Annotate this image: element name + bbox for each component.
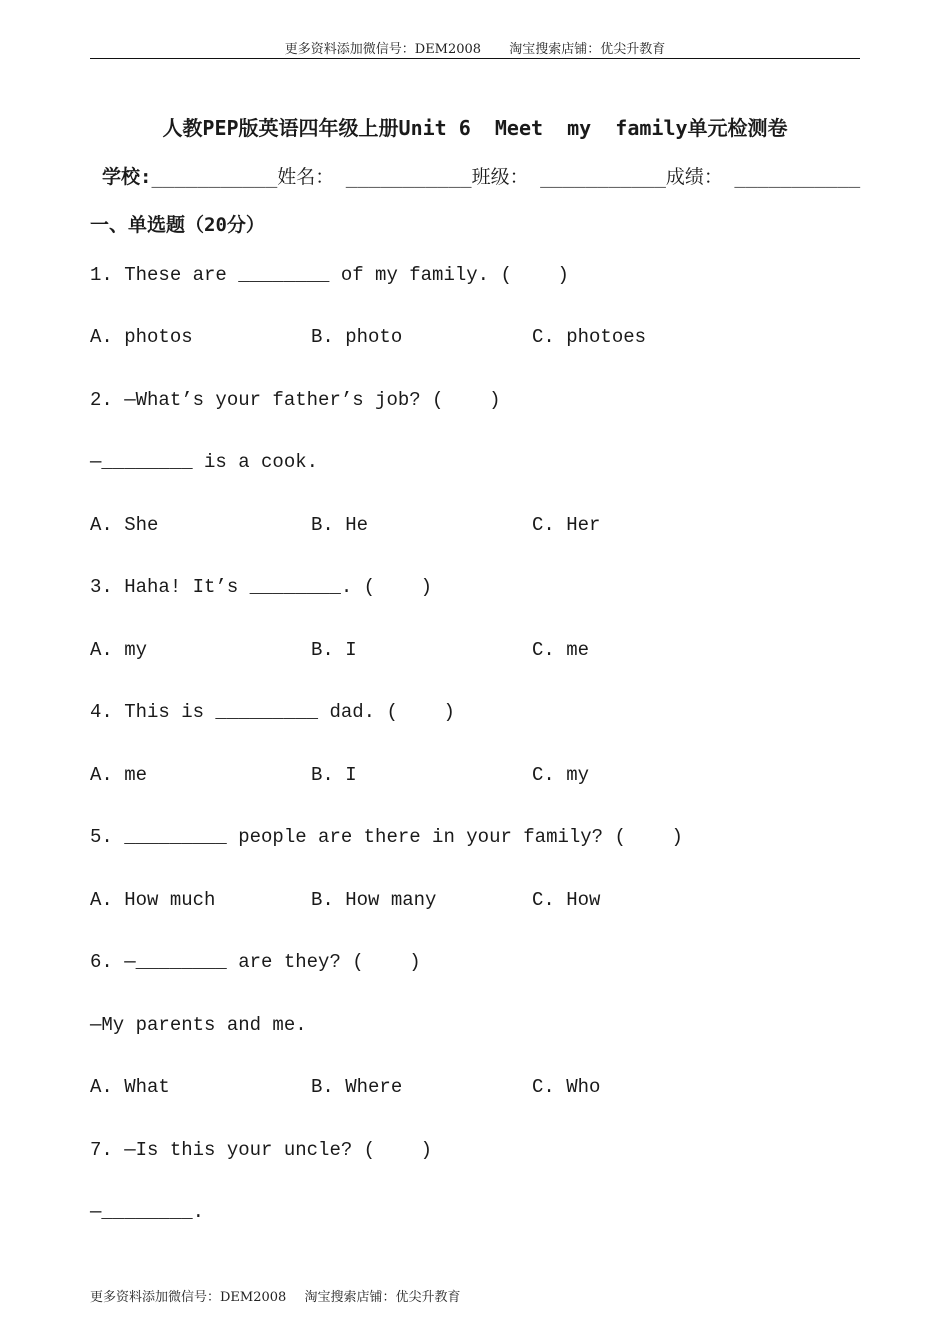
question-2-option-b[interactable]: B. He — [311, 514, 369, 536]
class-blank[interactable]: ___________ — [540, 166, 666, 188]
score-label: 成绩： — [665, 166, 723, 188]
page-header — [90, 38, 860, 57]
footer-shop: 淘宝搜索店铺：优尖升教育 — [304, 1290, 461, 1305]
student-info-row — [102, 162, 862, 189]
question-2-option-c[interactable]: C. Her — [532, 514, 601, 536]
question-1-option-c[interactable]: C. photoes — [532, 326, 647, 348]
question-6-option-b[interactable]: B. Where — [311, 1076, 403, 1098]
question-5-option-c[interactable]: C. How — [532, 889, 601, 911]
footer-wechat: 更多资料添加微信号：DEM2008 — [90, 1290, 287, 1305]
question-2-reply: —________ is a cook. — [90, 451, 319, 473]
question-6-reply: —My parents and me. — [90, 1014, 307, 1036]
question-5-option-a[interactable]: A. How much — [90, 889, 216, 911]
section-title-single-choice: 一、单选题（20分） — [90, 214, 265, 236]
question-7-reply: —________. — [90, 1201, 205, 1223]
question-6-option-a[interactable]: A. What — [90, 1076, 170, 1098]
document-title: 人教PEP版英语四年级上册Unit 6 Meet my family单元检测卷 — [162, 116, 788, 140]
header-wechat: 更多资料添加微信号：DEM2008 — [284, 42, 482, 57]
question-6-option-c[interactable]: C. Who — [532, 1076, 601, 1098]
name-blank[interactable]: ___________ — [345, 166, 472, 188]
question-4-option-b[interactable]: B. I — [311, 764, 357, 786]
question-7-stem: 7. —Is this your uncle? ( ) — [90, 1139, 433, 1161]
question-5-option-b[interactable]: B. How many — [311, 889, 437, 911]
question-3-option-b[interactable]: B. I — [311, 639, 357, 661]
school-label: 学校: — [102, 166, 152, 188]
question-2-stem: 2. —What’s your father’s job? ( ) — [90, 389, 501, 411]
score-blank[interactable]: ___________ — [734, 166, 861, 188]
question-4-option-c[interactable]: C. my — [532, 764, 590, 786]
question-4-option-a[interactable]: A. me — [90, 764, 148, 786]
question-2-option-a[interactable]: A. She — [90, 514, 159, 536]
question-3-option-a[interactable]: A. my — [90, 639, 148, 661]
question-5-stem: 5. _________ people are there in your family? ( ) — [90, 826, 683, 848]
school-blank[interactable]: ___________ — [151, 166, 278, 188]
question-3-option-c[interactable]: C. me — [532, 639, 590, 661]
header-rule — [90, 58, 860, 59]
question-4-stem: 4. This is _________ dad. ( ) — [90, 701, 455, 723]
class-label: 班级： — [471, 166, 529, 188]
question-1-stem: 1. These are ________ of my family. ( ) — [90, 264, 569, 286]
page-footer — [90, 1286, 474, 1305]
question-1-option-a[interactable]: A. photos — [90, 326, 193, 348]
question-1-option-b[interactable]: B. photo — [311, 326, 403, 348]
name-label: 姓名： — [277, 166, 335, 188]
question-6-stem: 6. —________ are they? ( ) — [90, 951, 421, 973]
header-shop: 淘宝搜索店铺：优尖升教育 — [509, 42, 666, 57]
question-3-stem: 3. Haha! It’s ________. ( ) — [90, 576, 433, 598]
